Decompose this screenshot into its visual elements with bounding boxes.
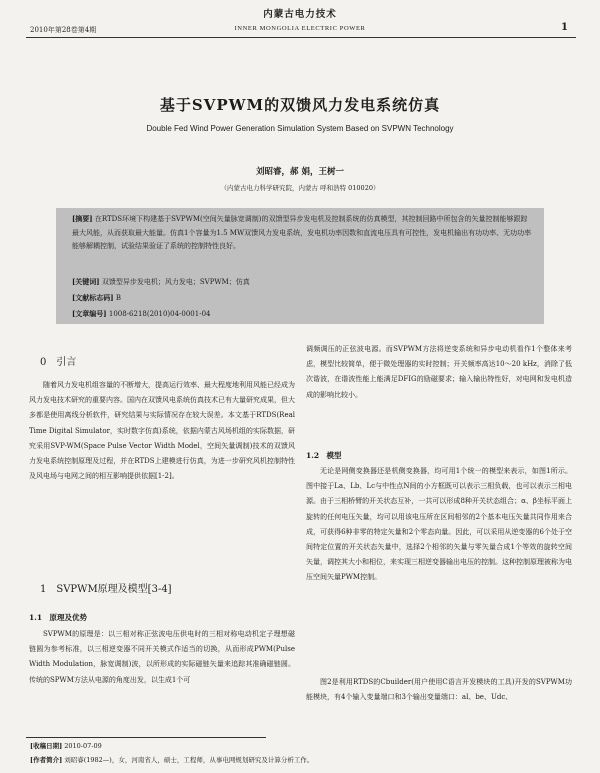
received-label: [收稿日期] xyxy=(30,742,63,750)
header-rule xyxy=(26,37,576,38)
abstract xyxy=(72,212,532,254)
article-number-text: 1008-6218(2010)04-0001-04 xyxy=(108,310,211,318)
page-number: 1 xyxy=(561,22,568,33)
title-en: Double Fed Wind Power Generation Simulation System Based on SVPWN Technology xyxy=(146,124,454,133)
abstract-label: [摘要] xyxy=(72,214,93,223)
doc-code-text: B xyxy=(115,294,122,302)
advantage-paragraph: 调频调压的正弦波电源。而SVPWM方法将逆变系统和异步电动机看作1个整体来考虑，模型比较简单，便于微处理器的实时控制；开关频率高达10～20 kHz，消除了低次谐波，在谐波性能上能满足DFIG的励磁要求；输入输出特性好，对电网和发电机造成的影响比较小。 xyxy=(306,345,572,399)
doc-code xyxy=(72,293,532,303)
principle-paragraph: SVPWM的原理是：以三相对称正弦波电压供电时的三相对称电动机定子理想磁链圆为参考标准，以三相逆变器不同开关模式作适当的切换，从而形成PWM(Pulse Width Modulation，脉宽调制)波，以所形成的实际磁链矢量来追踪其准确磁链圆。传统的SPWM方法从电源的角度出发，以生成1个可 xyxy=(29,630,295,684)
author-bio-label: [作者简介] xyxy=(30,756,63,764)
journal-name-cn: 内蒙古电力技术 xyxy=(263,9,337,20)
article-number xyxy=(72,309,532,319)
abstract-text: 在RTDS环境下构建基于SVPWM(空间矢量脉宽调制)的双馈型异步发电机及控制系统的仿真模型，其控制回路中所包含的矢量控制能够跟踪最大风能，从而获取最大能量。仿真1个容量为1.5 MW双馈风力发电系统，发电机功率因数和直流电压具有可控性，发电机输出有功功率、无功功率能够解耦控制，试验结果验证了系统的控制特性良好。 xyxy=(72,215,532,250)
keywords-text: 双馈型异步发电机；风力发电；SVPWM；仿真 xyxy=(101,278,250,286)
model-paragraph: 无论是网侧变换器还是机侧变换器，均可用1个统一的模型来表示，如图1所示。图中接于La、Lb、Lc与中性点N间的小方框既可以表示三相负载，也可以表示三相电源。由于三相桥臂的开关状态互补，一共可以形成8种开关状态组合；α、β坐标平面上旋转的任何电压矢量，均可以用该电压所在区间相邻的2个基本电压矢量共同作用来合成，可获得6种非零的特定矢量和2个零态向量。因此，可以采用从逆变器的6个处于空间特定位置的开关状态矢量中，选择2个相邻的矢量与零矢量合成1个等效的旋转空间矢量，调控其大小和相位，来实现三相逆变器输出电压的控制。这种控制原理被称为电压空间矢量PWM控制。 xyxy=(306,467,572,582)
section-1-heading: 1 SVPWM原理及模型[3-4] xyxy=(40,584,172,595)
subsection-1-2-heading: 1.2 模型 xyxy=(306,451,342,460)
received-date xyxy=(30,741,102,750)
affiliation: （内蒙古电力科学研究院，内蒙古 呼和浩特 010020） xyxy=(220,184,380,192)
title-cn: 基于SVPWM的双馈风力发电系统仿真 xyxy=(159,96,441,114)
article-number-label: [文章编号] xyxy=(72,309,107,318)
subsection-1-1-heading: 1.1 原理及优势 xyxy=(29,613,88,622)
issue-info: 2010年第28卷第4期 xyxy=(30,26,97,34)
author-bio-text: 刘昭睿(1982—)，女，河南省人，硕士，工程师，从事电网规划研究及计算分析工作。 xyxy=(64,756,314,764)
journal-name-en: INNER MONGOLIA ELECTRIC POWER xyxy=(234,25,366,32)
authors: 刘昭睿，郝 娟，王树一 xyxy=(256,167,344,177)
section-0-heading: 0 引言 xyxy=(40,357,77,368)
author-bio xyxy=(30,755,313,764)
doc-code-label: [文献标志码] xyxy=(72,293,114,302)
keywords-label: [关键词] xyxy=(72,277,100,286)
cbuilder-paragraph: 图2是利用RTDS的Cbuilder(用户使用C语言开发模块的工具)开发的SVPWM功能模块，有4个输入变量端口和3个输出变量端口：al、be、Udc、 xyxy=(306,678,572,702)
intro-paragraph: 随着风力发电机组容量的不断增大，提高运行效率、最大程度地利用风能已经成为风力发电技术研究的重要内容。国内在双馈风电系统仿真技术已有大量研究成果，但大多都是使用离线分析软件，研究结果与实际情况存在较大误差。本文基于RTDS(Real Time Digital Simulator，实时数字仿真)系统，依据内蒙古风场机组的实际数据，研究采用SVP-WM(Space Pulse Vector Width Model，空间矢量调制)技术的双馈风力发电系统控制原理及过程，并在RTDS上建模进行仿真，为进一步研究风机控制特性及风电场与电网之间的相互影响提供依据[1-2]。 xyxy=(29,381,295,481)
keywords xyxy=(72,277,532,287)
footnote-rule xyxy=(26,737,266,738)
received-value: 2010-07-09 xyxy=(64,742,102,750)
